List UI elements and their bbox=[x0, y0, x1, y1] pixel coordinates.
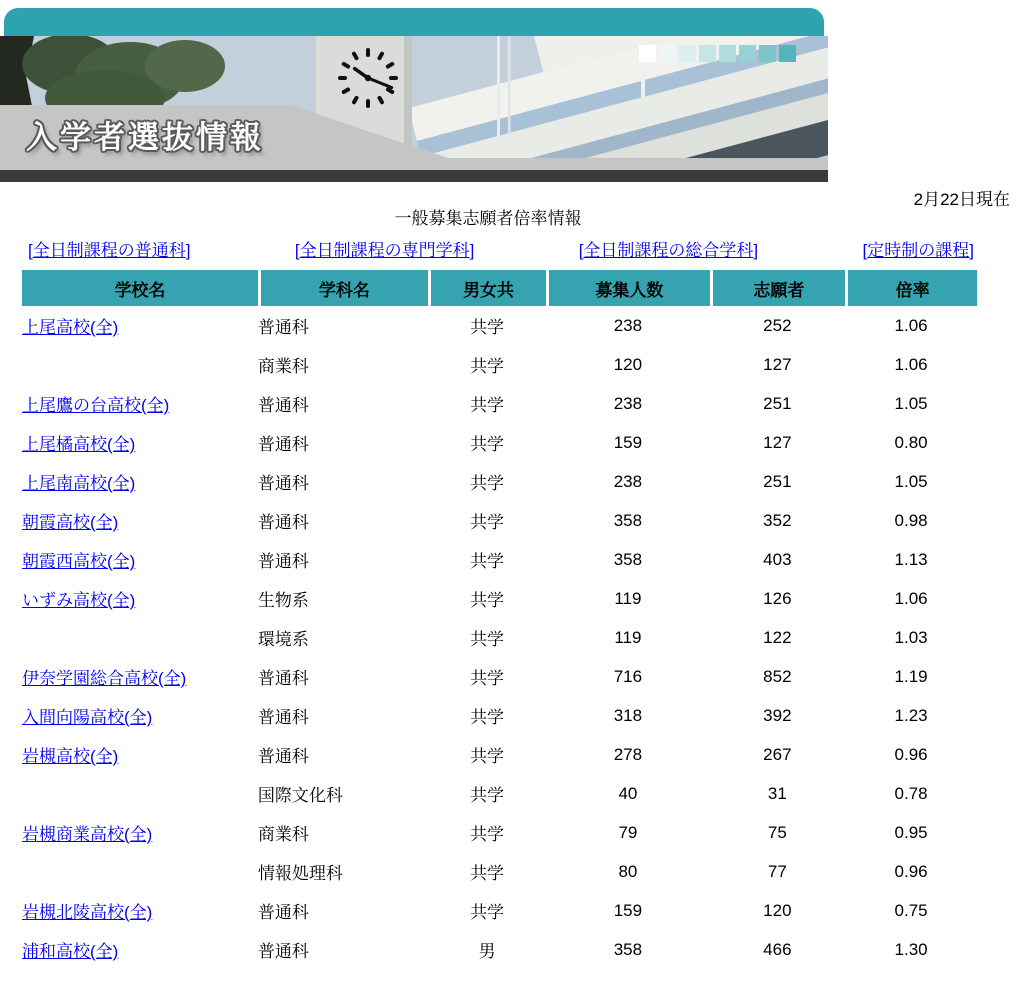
gender-cell: 共学 bbox=[428, 657, 546, 696]
table-row bbox=[22, 930, 977, 969]
rate-cell: 0.96 bbox=[845, 735, 977, 774]
table-row bbox=[22, 345, 977, 384]
bracket: [ bbox=[862, 241, 868, 260]
department-cell: 普通科 bbox=[258, 735, 428, 774]
department-cell: 普通科 bbox=[258, 930, 428, 969]
bracket: [ bbox=[28, 241, 33, 260]
gradient-square bbox=[699, 45, 716, 62]
school-cell bbox=[22, 657, 258, 696]
applicants-cell: 127 bbox=[710, 345, 846, 384]
applicants-cell: 251 bbox=[710, 384, 846, 423]
table-row bbox=[22, 696, 977, 735]
table-row bbox=[22, 774, 977, 813]
col-header-school: 学校名 bbox=[22, 270, 258, 306]
banner-bottom-bar bbox=[0, 170, 828, 182]
department-cell: 商業科 bbox=[258, 345, 428, 384]
applicants-cell: 75 bbox=[710, 813, 846, 852]
school-link[interactable]: 岩槻商業高校(全) bbox=[22, 825, 153, 844]
gender-cell: 共学 bbox=[428, 462, 546, 501]
applicants-cell: 466 bbox=[710, 930, 846, 969]
bracket: ] bbox=[469, 241, 475, 260]
banner bbox=[0, 8, 828, 182]
capacity-cell: 120 bbox=[546, 345, 709, 384]
rate-cell: 1.06 bbox=[845, 306, 977, 345]
rate-cell: 1.05 bbox=[845, 384, 977, 423]
page-title: 一般募集志願者倍率情報 bbox=[394, 209, 582, 228]
school-link[interactable]: いずみ高校(全) bbox=[22, 591, 136, 610]
table-row bbox=[22, 501, 977, 540]
table-row bbox=[22, 852, 977, 891]
capacity-cell: 716 bbox=[546, 657, 709, 696]
col-header-capacity: 募集人数 bbox=[546, 270, 709, 306]
department-cell: 国際文化科 bbox=[258, 774, 428, 813]
banner-gradient-squares bbox=[639, 45, 796, 62]
capacity-cell: 79 bbox=[546, 813, 709, 852]
rate-cell: 1.06 bbox=[845, 345, 977, 384]
department-cell: 普通科 bbox=[258, 384, 428, 423]
rate-cell: 1.03 bbox=[845, 618, 977, 657]
applicants-cell: 352 bbox=[710, 501, 846, 540]
school-cell bbox=[22, 345, 258, 384]
school-cell bbox=[22, 423, 258, 462]
rate-cell: 0.75 bbox=[845, 891, 977, 930]
table-row bbox=[22, 384, 977, 423]
applicants-cell: 126 bbox=[710, 579, 846, 618]
school-link[interactable]: 朝霞高校(全) bbox=[22, 513, 119, 532]
table-row bbox=[22, 813, 977, 852]
gender-cell: 共学 bbox=[428, 501, 546, 540]
applicants-cell: 852 bbox=[710, 657, 846, 696]
department-cell: 普通科 bbox=[258, 657, 428, 696]
school-link[interactable]: 岩槻高校(全) bbox=[22, 747, 119, 766]
gender-cell: 共学 bbox=[428, 384, 546, 423]
gender-cell: 共学 bbox=[428, 423, 546, 462]
department-cell: 普通科 bbox=[258, 462, 428, 501]
table-row bbox=[22, 423, 977, 462]
capacity-cell: 40 bbox=[546, 774, 709, 813]
department-cell: 普通科 bbox=[258, 891, 428, 930]
nav-link-parttime[interactable] bbox=[863, 236, 974, 261]
gradient-square bbox=[659, 45, 676, 62]
col-header-rate: 倍率 bbox=[845, 270, 977, 306]
bracket: ] bbox=[969, 241, 974, 260]
gender-cell: 共学 bbox=[428, 696, 546, 735]
school-cell bbox=[22, 540, 258, 579]
table-row bbox=[22, 462, 977, 501]
applicants-cell: 77 bbox=[710, 852, 846, 891]
gender-cell: 共学 bbox=[428, 735, 546, 774]
gender-cell: 共学 bbox=[428, 774, 546, 813]
applicants-cell: 127 bbox=[710, 423, 846, 462]
table-row bbox=[22, 306, 977, 345]
gradient-square bbox=[739, 45, 756, 62]
nav-link-label: 定時制の課程 bbox=[867, 241, 970, 260]
school-cell bbox=[22, 735, 258, 774]
capacity-cell: 238 bbox=[546, 462, 709, 501]
rate-cell: 1.19 bbox=[845, 657, 977, 696]
department-cell: 普通科 bbox=[258, 696, 428, 735]
applicants-cell: 31 bbox=[710, 774, 846, 813]
applicants-cell: 392 bbox=[710, 696, 846, 735]
capacity-cell: 119 bbox=[546, 579, 709, 618]
gender-cell: 共学 bbox=[428, 891, 546, 930]
school-link[interactable]: 上尾高校(全) bbox=[22, 318, 119, 337]
nav-link-label: 全日制課程の普通科 bbox=[32, 241, 186, 260]
school-link[interactable]: 上尾南高校(全) bbox=[22, 474, 136, 493]
table-header-row bbox=[22, 270, 977, 306]
rate-table-body bbox=[22, 306, 977, 969]
gender-cell: 男 bbox=[428, 930, 546, 969]
banner-top-bar bbox=[4, 8, 824, 36]
school-link[interactable]: 朝霞西高校(全) bbox=[22, 552, 136, 571]
school-link[interactable]: 入間向陽高校(全) bbox=[22, 708, 153, 727]
nav-link-label: 全日制課程の総合学科 bbox=[583, 241, 754, 260]
nav-link-fulltime-integrated[interactable] bbox=[579, 236, 758, 261]
table-row bbox=[22, 735, 977, 774]
capacity-cell: 358 bbox=[546, 501, 709, 540]
col-header-applicants: 志願者 bbox=[710, 270, 846, 306]
school-cell bbox=[22, 813, 258, 852]
table-row bbox=[22, 891, 977, 930]
rate-cell: 0.96 bbox=[845, 852, 977, 891]
nav-link-fulltime-specialized[interactable] bbox=[295, 236, 474, 261]
table-row bbox=[22, 579, 977, 618]
bracket: ] bbox=[753, 241, 759, 260]
school-cell bbox=[22, 891, 258, 930]
capacity-cell: 278 bbox=[546, 735, 709, 774]
capacity-cell: 159 bbox=[546, 423, 709, 462]
gender-cell: 共学 bbox=[428, 852, 546, 891]
department-cell: 生物系 bbox=[258, 579, 428, 618]
rate-cell: 0.98 bbox=[845, 501, 977, 540]
rate-cell: 1.05 bbox=[845, 462, 977, 501]
date-note: 2月22日現在 bbox=[913, 190, 1010, 209]
school-cell bbox=[22, 462, 258, 501]
department-cell: 商業科 bbox=[258, 813, 428, 852]
school-cell bbox=[22, 930, 258, 969]
bracket: ] bbox=[185, 241, 191, 260]
applicants-cell: 120 bbox=[710, 891, 846, 930]
capacity-cell: 358 bbox=[546, 930, 709, 969]
capacity-cell: 238 bbox=[546, 306, 709, 345]
gradient-square bbox=[719, 45, 736, 62]
banner-photo bbox=[0, 36, 828, 170]
table-row bbox=[22, 657, 977, 696]
applicant-rate-table bbox=[22, 270, 977, 969]
capacity-cell: 80 bbox=[546, 852, 709, 891]
col-header-department: 学科名 bbox=[258, 270, 428, 306]
department-cell: 普通科 bbox=[258, 540, 428, 579]
gradient-square bbox=[779, 45, 796, 62]
applicants-cell: 403 bbox=[710, 540, 846, 579]
department-cell: 情報処理科 bbox=[258, 852, 428, 891]
school-cell bbox=[22, 618, 258, 657]
banner-title: 入学者選抜情報 bbox=[26, 120, 264, 155]
rate-cell: 1.06 bbox=[845, 579, 977, 618]
capacity-cell: 358 bbox=[546, 540, 709, 579]
rate-cell: 1.30 bbox=[845, 930, 977, 969]
table-row bbox=[22, 618, 977, 657]
school-link[interactable]: 伊奈学園総合高校(全) bbox=[22, 669, 187, 688]
gender-cell: 共学 bbox=[428, 813, 546, 852]
department-cell: 環境系 bbox=[258, 618, 428, 657]
school-link[interactable]: 上尾鷹の台高校(全) bbox=[22, 396, 170, 415]
gender-cell: 共学 bbox=[428, 345, 546, 384]
department-cell: 普通科 bbox=[258, 423, 428, 462]
rate-cell: 0.80 bbox=[845, 423, 977, 462]
bracket: [ bbox=[294, 241, 300, 260]
rate-cell: 0.95 bbox=[845, 813, 977, 852]
applicants-cell: 251 bbox=[710, 462, 846, 501]
table-row bbox=[22, 540, 977, 579]
nav-link-fulltime-general[interactable] bbox=[28, 236, 190, 261]
gender-cell: 共学 bbox=[428, 579, 546, 618]
school-cell bbox=[22, 501, 258, 540]
rate-cell: 1.23 bbox=[845, 696, 977, 735]
rate-cell: 0.78 bbox=[845, 774, 977, 813]
nav-link-label: 全日制課程の専門学科 bbox=[299, 241, 470, 260]
gender-cell: 共学 bbox=[428, 618, 546, 657]
school-cell bbox=[22, 306, 258, 345]
school-cell bbox=[22, 579, 258, 618]
department-cell: 普通科 bbox=[258, 306, 428, 345]
school-link[interactable]: 岩槻北陵高校(全) bbox=[22, 903, 153, 922]
gradient-square bbox=[679, 45, 696, 62]
capacity-cell: 238 bbox=[546, 384, 709, 423]
gender-cell: 共学 bbox=[428, 306, 546, 345]
applicants-cell: 122 bbox=[710, 618, 846, 657]
gradient-square bbox=[759, 45, 776, 62]
pole bbox=[497, 36, 500, 136]
rate-cell: 1.13 bbox=[845, 540, 977, 579]
capacity-cell: 318 bbox=[546, 696, 709, 735]
gender-cell: 共学 bbox=[428, 540, 546, 579]
department-cell: 普通科 bbox=[258, 501, 428, 540]
capacity-cell: 119 bbox=[546, 618, 709, 657]
pole bbox=[508, 36, 511, 136]
category-nav bbox=[28, 236, 974, 261]
bracket: [ bbox=[578, 241, 584, 260]
applicants-cell: 252 bbox=[710, 306, 846, 345]
school-link[interactable]: 浦和高校(全) bbox=[22, 942, 119, 961]
school-cell bbox=[22, 852, 258, 891]
capacity-cell: 159 bbox=[546, 891, 709, 930]
gradient-square bbox=[639, 45, 656, 62]
school-link[interactable]: 上尾橘高校(全) bbox=[22, 435, 136, 454]
meta-row bbox=[0, 182, 1024, 230]
col-header-gender: 男女共 bbox=[428, 270, 546, 306]
school-cell bbox=[22, 384, 258, 423]
school-cell bbox=[22, 696, 258, 735]
applicants-cell: 267 bbox=[710, 735, 846, 774]
school-cell bbox=[22, 774, 258, 813]
